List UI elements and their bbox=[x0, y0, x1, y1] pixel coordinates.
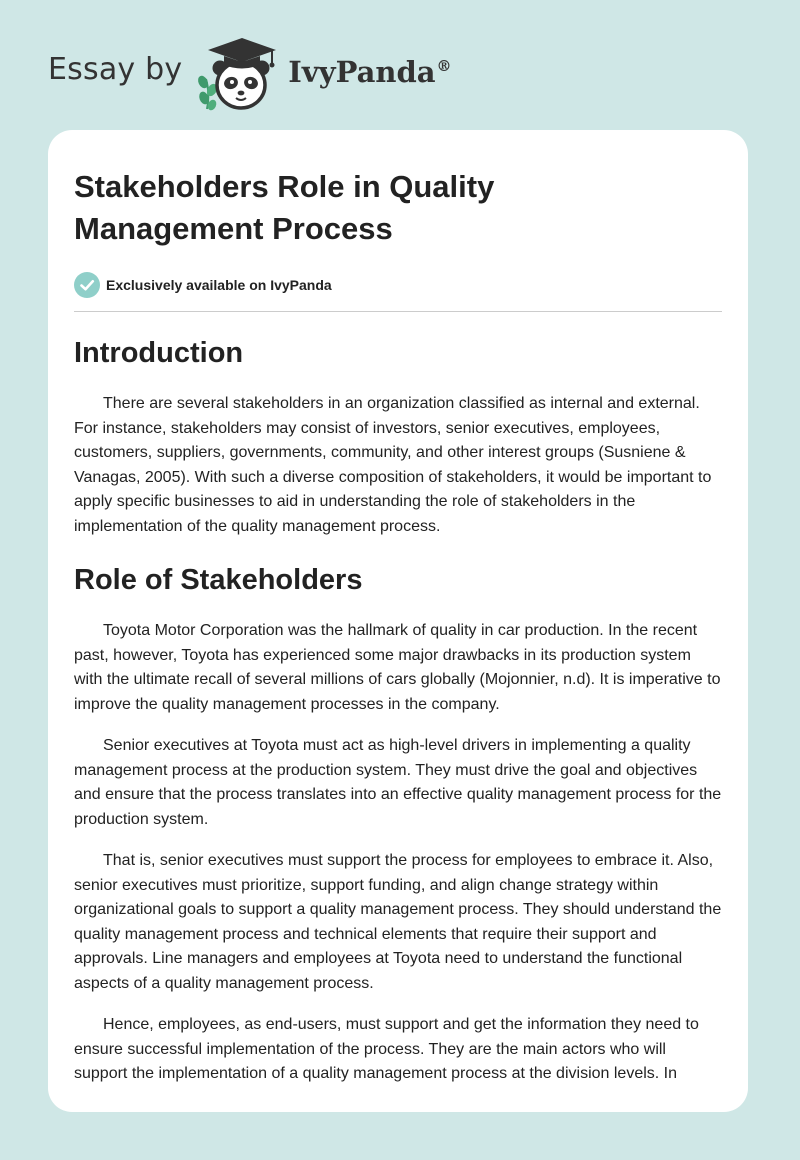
paragraph: Toyota Motor Corporation was the hallmark of quality in car production. In the recent past, however, Toyota has experienced some major drawbacks in its production system with the ultimate recall of several millions of cars globally (Mojonnier, n.d). It is imperative to improve the quality management processes in the company. bbox=[74, 622, 721, 713]
brand-name-text: IvyPanda bbox=[288, 55, 436, 89]
paragraph: There are several stakeholders in an organization classified as internal and external. For instance, stakeholders may consist of investors, senior executives, employees, customers, suppliers, governments, community, and other interest groups (Susniene & Vanagas, 2005). With such a diverse composition of stakeholders, it would be important to apply specific businesses to aid in understanding the role of stakeholders in the implementation of the quality management process. bbox=[74, 395, 712, 535]
brand-name bbox=[288, 55, 451, 89]
section-heading: Introduction bbox=[74, 337, 244, 369]
panda-graduate-icon bbox=[194, 35, 284, 113]
essay-card bbox=[48, 130, 748, 1112]
section-heading: Role of Stakeholders bbox=[74, 564, 363, 596]
section-role-of-stakeholders bbox=[74, 560, 722, 1087]
check-circle-icon bbox=[74, 272, 100, 298]
section-introduction bbox=[74, 333, 722, 539]
brand-header bbox=[48, 34, 452, 114]
brand-prefix: Essay by bbox=[48, 51, 183, 87]
paragraph: Hence, employees, as end-users, must support and get the information they need to ensure successful implementation of the process. They are the main actors who will support the implementation of a quality management process at the division levels. In bbox=[74, 1016, 699, 1082]
essay-title-line-2: Management Process bbox=[74, 211, 393, 246]
essay-title-line-1: Stakeholders Role in Quality bbox=[74, 169, 495, 204]
paragraph: That is, senior executives must support the process for employees to embrace it. Also, senior executives must prioritize, support funding, and align change strategy within organizational goals to support a quality management process. They should understand the quality management process and technical elements that require their support and approvals. Line managers and employees at Toyota need to understand the functional aspects of a quality management process. bbox=[74, 852, 722, 992]
exclusive-badge bbox=[74, 272, 722, 312]
paragraph: Senior executives at Toyota must act as high-level drivers in implementing a quality management process at the production system. They must drive the goal and objectives and ensure that the process translates into an effective quality management process for the production system. bbox=[74, 737, 722, 828]
registered-mark: ® bbox=[436, 57, 452, 76]
exclusive-badge-text: Exclusively available on IvyPanda bbox=[106, 277, 332, 293]
essay-title bbox=[74, 166, 722, 250]
